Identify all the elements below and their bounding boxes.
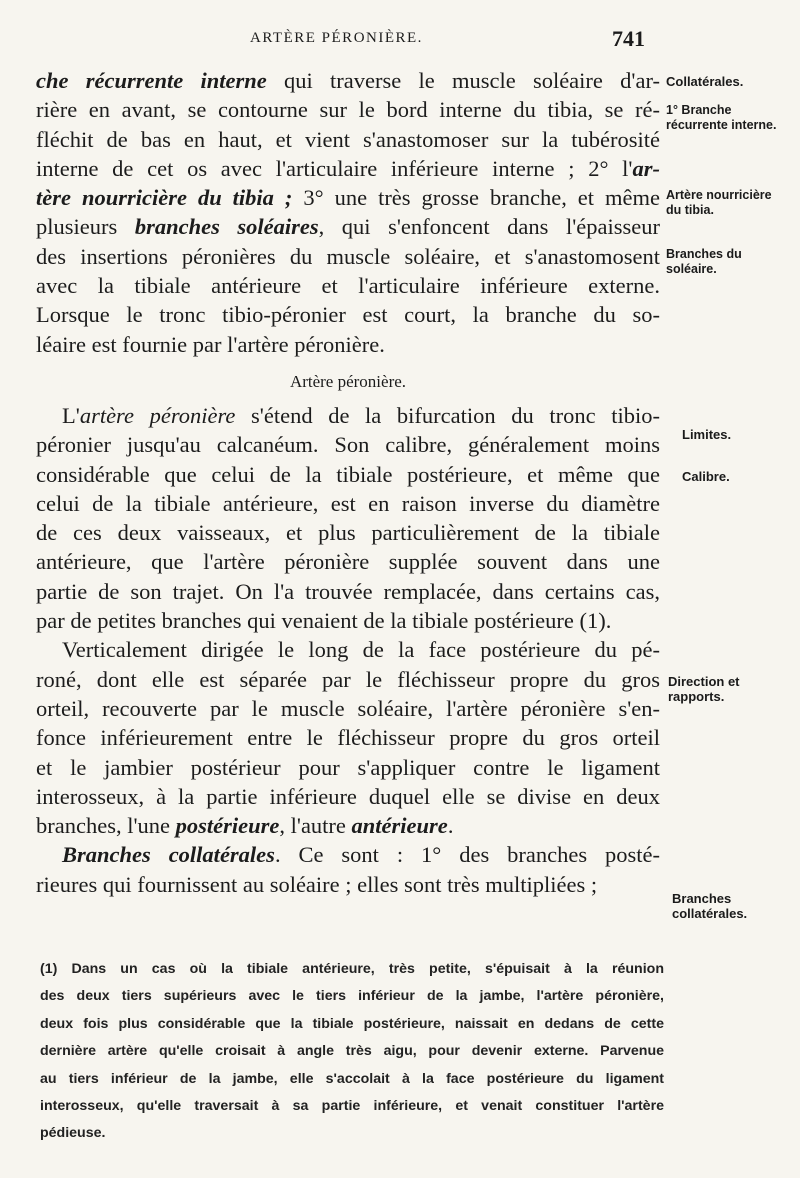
page-number: 741 (612, 26, 645, 51)
footnote-line: (1) Dans un cas où la tibiale antérieure, très petite, s'épuisait à la réunion (40, 961, 664, 977)
running-head (0, 26, 800, 50)
text-line: antérieure, que l'artère péronière supplée souvent dans une (36, 549, 660, 575)
text-line: Lorsque le tronc tibio-péronier est court, la branche du so- (36, 302, 660, 328)
footnote-line: au tiers inférieur de la jambe, elle s'accolait à la face postérieure du ligament (40, 1070, 664, 1087)
margin-note-calibre: Calibre. (682, 469, 730, 484)
margin-note-branche-recurrente: 1° Branche récurrente interne. (666, 103, 777, 132)
text-line: interne de cet os avec l'articulaire inférieure interne ; 2° l'ar- (36, 155, 660, 181)
footnote-line: des deux tiers supérieurs avec le tiers inférieur de la jambe, l'artère péronière, (40, 988, 664, 1005)
margin-note-direction-rapports: Direction et rapports. (668, 674, 740, 704)
footnote-line: deux fois plus considérable que la tibiale postérieure, naissait en dedans de cette (40, 1015, 664, 1032)
text-line: léaire est fournie par l'artère péronière. (36, 331, 385, 357)
text-line: celui de la tibiale antérieure, est en raison inverse du diamètre (36, 490, 660, 516)
text-line: des insertions péronières du muscle soléaire, et s'anastomosent (36, 243, 660, 269)
text-line: interosseux, à la partie inférieure duquel elle se divise en deux (36, 783, 660, 809)
text-line: par de petites branches qui venaient de la tibiale postérieure (1). (36, 608, 612, 634)
margin-note-branches-soleaire: Branches du soléaire. (666, 247, 742, 276)
text-line: tère nourricière du tibia ; 3° une très grosse branche, et même (36, 185, 660, 211)
text-line: plusieurs branches soléaires, qui s'enfoncent dans l'épaisseur (36, 214, 660, 240)
text-line: rieures qui fournissent au soléaire ; elles sont très multipliées ; (36, 871, 598, 897)
margin-note-collaterales: Collatérales. (666, 74, 744, 89)
margin-note-artere-nourriciere: Artère nourricière du tibia. (666, 188, 772, 217)
text-line: rière en avant, se contourne sur le bord interne du tibia, se ré- (36, 97, 660, 123)
text-line: avec la tibiale antérieure et l'articulaire inférieure externe. (36, 273, 660, 299)
text-line: péronier jusqu'au calcanéum. Son calibre, généralement moins (36, 432, 660, 458)
text-line: de ces deux vaisseaux, et plus particulièrement de la tibiale (36, 520, 660, 546)
text-line: et le jambier postérieur pour s'appliquer contre le ligament (36, 754, 660, 780)
text-line: considérable que celui de la tibiale postérieure, et même que (36, 461, 660, 487)
margin-note-branches-collaterales: Branches collatérales. (672, 891, 748, 921)
text-line: Branches collatérales. Ce sont : 1° des branches posté- (62, 842, 660, 868)
text-line: fonce inférieurement entre le fléchisseur propre du gros orteil (36, 725, 660, 751)
footnote-line: interosseux, qu'elle traversait à sa partie inférieure, et venait constituer l'artère (40, 1098, 664, 1115)
text-line: che récurrente interne qui traverse le muscle soléaire d'ar- (36, 68, 660, 93)
text-line: partie de son trajet. On l'a trouvée remplacée, dans certains cas, (36, 578, 660, 604)
running-title: ARTÈRE PÉRONIÈRE. (250, 30, 423, 46)
text-line: orteil, recouverte par le muscle soléaire, l'artère péronière s'en- (36, 695, 660, 721)
text-line: Verticalement dirigée le long de la face postérieure du pé- (62, 637, 660, 663)
text-line: branches, l'une postérieure, l'autre antérieure. (36, 813, 454, 839)
footnote-line: dernière artère qu'elle croisait à angle très aigu, pour devenir externe. Parvenue (40, 1043, 664, 1060)
text-line: L'artère péronière s'étend de la bifurcation du tronc tibio- (62, 402, 660, 428)
footnote (40, 956, 664, 1148)
footnote-line: pédieuse. (40, 1125, 106, 1142)
margin-note-limites: Limites. (682, 427, 732, 442)
main-text (36, 66, 660, 899)
text-line: fléchit de bas en haut, et vient s'anastomoser sur la tubérosité (36, 126, 660, 152)
section-title: Artère péronière. (289, 371, 407, 391)
text-line: roné, dont elle est séparée par le fléchisseur propre du gros (36, 666, 660, 692)
